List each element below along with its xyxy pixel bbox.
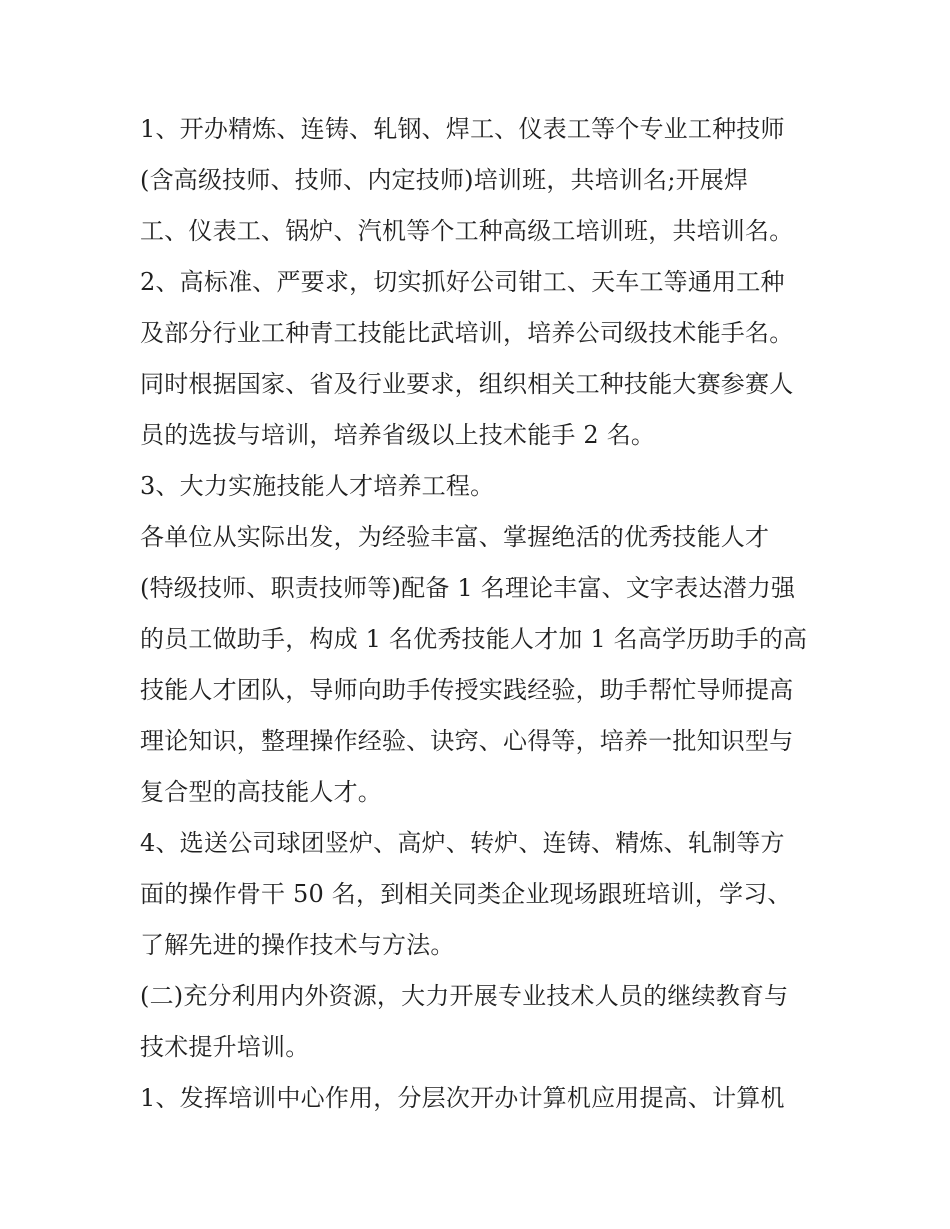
text-line: 理论知识，整理操作经验、诀窍、心得等，培养一批知识型与 bbox=[140, 727, 794, 755]
text-line: 各单位从实际出发，为经验丰富、掌握绝活的优秀技能人才 bbox=[140, 523, 770, 551]
text-line: 面的操作骨干 50 名，到相关同类企业现场跟班培训，学习、 bbox=[140, 880, 792, 908]
text-line: 工、仪表工、锅炉、汽机等个工种高级工培训班，共培训名。 bbox=[140, 217, 794, 245]
text-line: 2、高标准、严要求，切实抓好公司钳工、天车工等通用工种 bbox=[140, 268, 785, 296]
text-line: 4、选送公司球团竖炉、高炉、转炉、连铸、精炼、轧制等方 bbox=[140, 829, 785, 857]
text-line: 3、大力实施技能人才培养工程。 bbox=[140, 472, 495, 500]
text-line: 复合型的高技能人才。 bbox=[140, 778, 382, 806]
text-line: 技术提升培训。 bbox=[140, 1033, 310, 1061]
text-line: 1、发挥培训中心作用，分层次开办计算机应用提高、计算机 bbox=[140, 1084, 785, 1112]
text-line: 员的选拔与培训，培养省级以上技术能手 2 名。 bbox=[140, 421, 656, 449]
text-line: (特级技师、职责技师等)配备 1 名理论丰富、文字表达潜力强 bbox=[140, 574, 796, 602]
text-line: (二)充分利用内外资源，大力开展专业技术人员的继续教育与 bbox=[140, 982, 789, 1010]
text-line: 及部分行业工种青工技能比武培训，培养公司级技术能手名。 bbox=[140, 319, 794, 347]
text-line: 1、开办精炼、连铸、轧钢、焊工、仪表工等个专业工种技师 bbox=[140, 115, 785, 143]
text-line: 的员工做助手，构成 1 名优秀技能人才加 1 名高学历助手的高 bbox=[140, 625, 808, 653]
document-body bbox=[140, 104, 840, 1124]
text-line: 同时根据国家、省及行业要求，组织相关工种技能大赛参赛人 bbox=[140, 370, 794, 398]
text-line: (含高级技师、技师、内定技师)培训班，共培训名;开展焊 bbox=[140, 166, 749, 194]
text-line: 了解先进的操作技术与方法。 bbox=[140, 931, 455, 959]
text-line: 技能人才团队，导师向助手传授实践经验，助手帮忙导师提高 bbox=[140, 676, 794, 704]
